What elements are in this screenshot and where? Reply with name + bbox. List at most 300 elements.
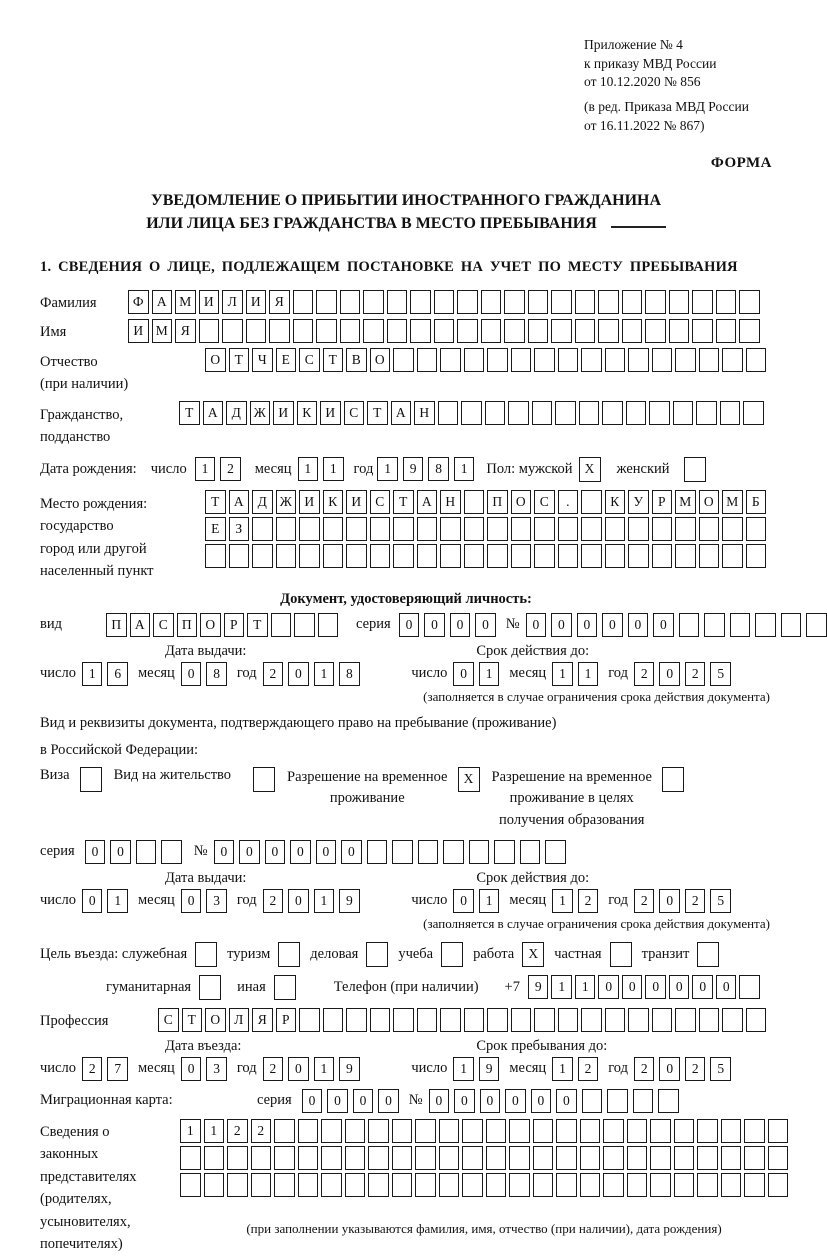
char-box[interactable]: 0 (353, 1089, 374, 1113)
char-box[interactable] (582, 1089, 603, 1113)
char-box[interactable]: Ф (128, 290, 149, 314)
char-box[interactable]: 0 (181, 662, 202, 686)
char-box[interactable]: И (273, 401, 294, 425)
char-box[interactable]: 1 (323, 457, 344, 481)
char-box[interactable] (299, 1008, 320, 1032)
char-box[interactable] (363, 290, 384, 314)
char-box[interactable]: И (346, 490, 367, 514)
char-box[interactable] (511, 544, 532, 568)
char-box[interactable]: 0 (475, 613, 496, 637)
char-box[interactable]: С (299, 348, 320, 372)
char-box[interactable]: 0 (288, 1057, 309, 1081)
char-box[interactable]: Т (367, 401, 388, 425)
char-box[interactable] (199, 319, 220, 343)
char-box[interactable] (434, 319, 455, 343)
char-box[interactable]: 1 (314, 1057, 335, 1081)
char-box[interactable] (321, 1146, 342, 1170)
char-box[interactable]: 0 (505, 1089, 526, 1113)
char-box[interactable]: 7 (107, 1057, 128, 1081)
char-box[interactable] (393, 1008, 414, 1032)
char-box[interactable] (602, 401, 623, 425)
char-box[interactable] (558, 348, 579, 372)
char-box[interactable]: Т (229, 348, 250, 372)
char-box[interactable] (528, 290, 549, 314)
char-box[interactable]: 1 (180, 1119, 201, 1143)
char-box[interactable]: П (106, 613, 127, 637)
char-box[interactable] (464, 1008, 485, 1032)
char-box[interactable]: К (605, 490, 626, 514)
char-box[interactable]: 0 (480, 1089, 501, 1113)
char-box[interactable] (645, 290, 666, 314)
purpose-private-checkbox[interactable] (610, 942, 632, 967)
char-box[interactable]: И (199, 290, 220, 314)
char-box[interactable]: 9 (479, 1057, 500, 1081)
char-box[interactable] (650, 1119, 671, 1143)
char-box[interactable] (730, 613, 751, 637)
char-box[interactable]: 1 (552, 662, 573, 686)
char-box[interactable] (486, 1119, 507, 1143)
char-box[interactable]: 0 (602, 613, 623, 637)
char-box[interactable] (415, 1119, 436, 1143)
char-box[interactable] (605, 544, 626, 568)
char-box[interactable] (481, 319, 502, 343)
char-box[interactable]: 0 (327, 1089, 348, 1113)
char-box[interactable] (417, 544, 438, 568)
char-box[interactable] (605, 1008, 626, 1032)
char-box[interactable] (607, 1089, 628, 1113)
char-box[interactable] (509, 1173, 530, 1197)
char-box[interactable] (545, 840, 566, 864)
char-box[interactable]: 2 (263, 662, 284, 686)
char-box[interactable]: М (152, 319, 173, 343)
char-box[interactable] (628, 517, 649, 541)
char-box[interactable] (487, 517, 508, 541)
char-box[interactable]: И (299, 490, 320, 514)
char-box[interactable] (229, 544, 250, 568)
char-box[interactable]: 0 (692, 975, 713, 999)
char-box[interactable]: П (487, 490, 508, 514)
char-box[interactable] (318, 613, 339, 637)
char-box[interactable] (532, 401, 553, 425)
char-box[interactable] (252, 544, 273, 568)
char-box[interactable]: 0 (628, 613, 649, 637)
char-box[interactable] (462, 1146, 483, 1170)
char-box[interactable]: 0 (577, 613, 598, 637)
char-box[interactable] (299, 517, 320, 541)
char-box[interactable]: 9 (403, 457, 424, 481)
char-box[interactable] (321, 1173, 342, 1197)
char-box[interactable] (251, 1146, 272, 1170)
char-box[interactable]: Д (226, 401, 247, 425)
char-box[interactable] (161, 840, 182, 864)
char-box[interactable] (415, 1146, 436, 1170)
char-box[interactable]: И (246, 290, 267, 314)
char-box[interactable] (605, 517, 626, 541)
char-box[interactable]: Т (323, 348, 344, 372)
char-box[interactable] (370, 1008, 391, 1032)
char-box[interactable] (511, 348, 532, 372)
char-box[interactable] (462, 1119, 483, 1143)
char-box[interactable] (246, 319, 267, 343)
char-box[interactable]: 0 (454, 1089, 475, 1113)
char-box[interactable]: Ж (276, 490, 297, 514)
char-box[interactable] (628, 1008, 649, 1032)
char-box[interactable] (581, 517, 602, 541)
char-box[interactable]: С (153, 613, 174, 637)
char-box[interactable]: О (205, 348, 226, 372)
char-box[interactable] (627, 1146, 648, 1170)
char-box[interactable] (673, 401, 694, 425)
char-box[interactable]: 1 (377, 457, 398, 481)
char-box[interactable] (511, 1008, 532, 1032)
char-box[interactable]: С (370, 490, 391, 514)
char-box[interactable] (417, 517, 438, 541)
char-box[interactable] (271, 613, 292, 637)
char-box[interactable] (650, 1173, 671, 1197)
char-box[interactable] (722, 348, 743, 372)
char-box[interactable]: 6 (107, 662, 128, 686)
char-box[interactable] (806, 613, 827, 637)
char-box[interactable] (652, 517, 673, 541)
char-box[interactable] (744, 1173, 765, 1197)
char-box[interactable] (721, 1146, 742, 1170)
char-box[interactable] (622, 290, 643, 314)
char-box[interactable]: А (391, 401, 412, 425)
char-box[interactable]: . (558, 490, 579, 514)
purpose-transit-checkbox[interactable] (697, 942, 719, 967)
char-box[interactable]: 2 (634, 1057, 655, 1081)
char-box[interactable] (345, 1173, 366, 1197)
char-box[interactable]: 0 (598, 975, 619, 999)
char-box[interactable]: 1 (479, 662, 500, 686)
char-box[interactable]: 1 (578, 662, 599, 686)
char-box[interactable] (692, 319, 713, 343)
char-box[interactable] (675, 1008, 696, 1032)
char-box[interactable] (675, 348, 696, 372)
char-box[interactable] (464, 517, 485, 541)
char-box[interactable] (367, 840, 388, 864)
char-box[interactable]: Л (222, 290, 243, 314)
char-box[interactable]: 2 (578, 1057, 599, 1081)
char-box[interactable] (674, 1146, 695, 1170)
female-checkbox[interactable] (684, 457, 706, 482)
char-box[interactable] (509, 1146, 530, 1170)
char-box[interactable]: 0 (181, 1057, 202, 1081)
char-box[interactable]: 0 (659, 1057, 680, 1081)
char-box[interactable] (392, 1173, 413, 1197)
char-box[interactable]: О (511, 490, 532, 514)
char-box[interactable]: А (152, 290, 173, 314)
char-box[interactable]: 2 (220, 457, 241, 481)
temp-residence-checkbox[interactable]: X (458, 767, 480, 792)
char-box[interactable] (205, 544, 226, 568)
char-box[interactable]: 0 (659, 662, 680, 686)
char-box[interactable] (534, 517, 555, 541)
char-box[interactable]: 0 (378, 1089, 399, 1113)
char-box[interactable]: А (203, 401, 224, 425)
char-box[interactable] (298, 1146, 319, 1170)
char-box[interactable] (652, 1008, 673, 1032)
char-box[interactable]: Т (182, 1008, 203, 1032)
char-box[interactable] (274, 1119, 295, 1143)
char-box[interactable]: 2 (227, 1119, 248, 1143)
char-box[interactable]: 1 (552, 1057, 573, 1081)
char-box[interactable] (340, 319, 361, 343)
char-box[interactable] (739, 290, 760, 314)
char-box[interactable]: Р (276, 1008, 297, 1032)
char-box[interactable] (674, 1119, 695, 1143)
char-box[interactable] (274, 1173, 295, 1197)
char-box[interactable] (603, 1146, 624, 1170)
char-box[interactable] (368, 1146, 389, 1170)
char-box[interactable] (276, 517, 297, 541)
char-box[interactable] (716, 319, 737, 343)
char-box[interactable]: 0 (716, 975, 737, 999)
char-box[interactable] (392, 1119, 413, 1143)
char-box[interactable] (534, 348, 555, 372)
char-box[interactable] (739, 319, 760, 343)
char-box[interactable]: 9 (339, 1057, 360, 1081)
char-box[interactable] (633, 1089, 654, 1113)
char-box[interactable]: 0 (531, 1089, 552, 1113)
char-box[interactable]: 1 (479, 889, 500, 913)
char-box[interactable]: Т (205, 490, 226, 514)
char-box[interactable]: 0 (302, 1089, 323, 1113)
char-box[interactable] (534, 544, 555, 568)
char-box[interactable]: М (175, 290, 196, 314)
char-box[interactable]: У (628, 490, 649, 514)
char-box[interactable]: А (130, 613, 151, 637)
char-box[interactable]: 3 (206, 889, 227, 913)
char-box[interactable] (575, 290, 596, 314)
char-box[interactable] (415, 1173, 436, 1197)
char-box[interactable] (251, 1173, 272, 1197)
char-box[interactable] (628, 544, 649, 568)
char-box[interactable]: 2 (685, 1057, 706, 1081)
char-box[interactable] (299, 544, 320, 568)
char-box[interactable]: 2 (685, 889, 706, 913)
char-box[interactable] (464, 544, 485, 568)
char-box[interactable] (457, 319, 478, 343)
char-box[interactable] (298, 1173, 319, 1197)
char-box[interactable] (555, 401, 576, 425)
char-box[interactable] (252, 517, 273, 541)
char-box[interactable]: 2 (634, 889, 655, 913)
char-box[interactable]: Р (224, 613, 245, 637)
male-checkbox[interactable]: X (579, 457, 601, 482)
char-box[interactable] (439, 1146, 460, 1170)
char-box[interactable]: 1 (575, 975, 596, 999)
char-box[interactable] (627, 1173, 648, 1197)
purpose-work-checkbox[interactable]: X (522, 942, 544, 967)
char-box[interactable]: 0 (526, 613, 547, 637)
char-box[interactable] (721, 1119, 742, 1143)
char-box[interactable] (697, 1119, 718, 1143)
char-box[interactable] (443, 840, 464, 864)
char-box[interactable]: С (344, 401, 365, 425)
char-box[interactable] (533, 1146, 554, 1170)
char-box[interactable] (652, 544, 673, 568)
char-box[interactable] (370, 544, 391, 568)
char-box[interactable]: 0 (239, 840, 260, 864)
char-box[interactable] (746, 544, 767, 568)
char-box[interactable] (392, 1146, 413, 1170)
char-box[interactable]: З (229, 517, 250, 541)
char-box[interactable]: П (177, 613, 198, 637)
char-box[interactable] (222, 319, 243, 343)
char-box[interactable]: 0 (551, 613, 572, 637)
char-box[interactable]: И (320, 401, 341, 425)
char-box[interactable]: 0 (659, 889, 680, 913)
char-box[interactable] (575, 319, 596, 343)
char-box[interactable]: 0 (288, 889, 309, 913)
char-box[interactable]: 0 (399, 613, 420, 637)
char-box[interactable] (204, 1173, 225, 1197)
char-box[interactable]: Ч (252, 348, 273, 372)
char-box[interactable] (410, 319, 431, 343)
char-box[interactable] (603, 1119, 624, 1143)
char-box[interactable] (511, 517, 532, 541)
char-box[interactable] (716, 290, 737, 314)
char-box[interactable] (605, 348, 626, 372)
char-box[interactable] (722, 544, 743, 568)
char-box[interactable] (345, 1119, 366, 1143)
char-box[interactable]: 3 (206, 1057, 227, 1081)
char-box[interactable]: Т (247, 613, 268, 637)
visa-checkbox[interactable] (80, 767, 102, 792)
char-box[interactable]: М (722, 490, 743, 514)
char-box[interactable] (626, 401, 647, 425)
char-box[interactable] (675, 517, 696, 541)
char-box[interactable] (580, 1146, 601, 1170)
char-box[interactable] (699, 517, 720, 541)
purpose-official-checkbox[interactable] (195, 942, 217, 967)
char-box[interactable] (410, 290, 431, 314)
char-box[interactable]: А (417, 490, 438, 514)
char-box[interactable]: 1 (314, 662, 335, 686)
char-box[interactable] (440, 517, 461, 541)
char-box[interactable] (558, 1008, 579, 1032)
char-box[interactable] (669, 319, 690, 343)
char-box[interactable]: 0 (429, 1089, 450, 1113)
char-box[interactable] (556, 1146, 577, 1170)
char-box[interactable] (603, 1173, 624, 1197)
temp-residence-edu-checkbox[interactable] (662, 767, 684, 792)
char-box[interactable] (722, 1008, 743, 1032)
char-box[interactable]: 0 (82, 889, 103, 913)
char-box[interactable] (551, 319, 572, 343)
char-box[interactable]: 1 (195, 457, 216, 481)
char-box[interactable] (494, 840, 515, 864)
char-box[interactable]: О (205, 1008, 226, 1032)
char-box[interactable] (440, 544, 461, 568)
char-box[interactable]: Н (440, 490, 461, 514)
char-box[interactable]: 2 (263, 1057, 284, 1081)
char-box[interactable] (316, 319, 337, 343)
char-box[interactable] (720, 401, 741, 425)
char-box[interactable] (387, 319, 408, 343)
char-box[interactable]: А (229, 490, 250, 514)
char-box[interactable]: 5 (710, 662, 731, 686)
char-box[interactable]: 1 (82, 662, 103, 686)
purpose-business-checkbox[interactable] (366, 942, 388, 967)
char-box[interactable] (486, 1173, 507, 1197)
char-box[interactable]: Т (179, 401, 200, 425)
char-box[interactable] (438, 401, 459, 425)
char-box[interactable]: 0 (85, 840, 106, 864)
char-box[interactable] (746, 517, 767, 541)
char-box[interactable] (674, 1173, 695, 1197)
char-box[interactable]: Я (252, 1008, 273, 1032)
char-box[interactable]: 2 (251, 1119, 272, 1143)
char-box[interactable] (269, 319, 290, 343)
char-box[interactable] (768, 1173, 789, 1197)
char-box[interactable]: 5 (710, 889, 731, 913)
char-box[interactable] (528, 319, 549, 343)
char-box[interactable] (699, 348, 720, 372)
char-box[interactable] (461, 401, 482, 425)
char-box[interactable] (204, 1146, 225, 1170)
char-box[interactable]: К (323, 490, 344, 514)
char-box[interactable]: 0 (214, 840, 235, 864)
char-box[interactable]: Е (276, 348, 297, 372)
char-box[interactable] (464, 348, 485, 372)
char-box[interactable]: 0 (622, 975, 643, 999)
char-box[interactable]: 0 (424, 613, 445, 637)
char-box[interactable] (346, 1008, 367, 1032)
char-box[interactable] (580, 1119, 601, 1143)
char-box[interactable] (652, 348, 673, 372)
char-box[interactable]: М (675, 490, 696, 514)
purpose-study-checkbox[interactable] (441, 942, 463, 967)
char-box[interactable] (504, 290, 525, 314)
char-box[interactable] (439, 1173, 460, 1197)
char-box[interactable] (440, 348, 461, 372)
char-box[interactable]: 2 (263, 889, 284, 913)
char-box[interactable] (417, 1008, 438, 1032)
char-box[interactable]: 0 (110, 840, 131, 864)
char-box[interactable]: 1 (314, 889, 335, 913)
char-box[interactable] (649, 401, 670, 425)
char-box[interactable]: 0 (645, 975, 666, 999)
char-box[interactable] (551, 290, 572, 314)
char-box[interactable] (746, 348, 767, 372)
char-box[interactable] (598, 319, 619, 343)
char-box[interactable]: 0 (316, 840, 337, 864)
char-box[interactable] (533, 1119, 554, 1143)
char-box[interactable] (508, 401, 529, 425)
char-box[interactable] (293, 319, 314, 343)
char-box[interactable] (180, 1146, 201, 1170)
char-box[interactable] (534, 1008, 555, 1032)
char-box[interactable] (556, 1119, 577, 1143)
char-box[interactable] (558, 544, 579, 568)
char-box[interactable]: Е (205, 517, 226, 541)
char-box[interactable] (658, 1089, 679, 1113)
char-box[interactable] (520, 840, 541, 864)
char-box[interactable] (392, 840, 413, 864)
char-box[interactable]: О (370, 348, 391, 372)
char-box[interactable] (485, 401, 506, 425)
char-box[interactable] (293, 290, 314, 314)
char-box[interactable] (276, 544, 297, 568)
char-box[interactable] (321, 1119, 342, 1143)
char-box[interactable]: 0 (556, 1089, 577, 1113)
char-box[interactable]: О (699, 490, 720, 514)
purpose-tourism-checkbox[interactable] (278, 942, 300, 967)
char-box[interactable]: 1 (298, 457, 319, 481)
char-box[interactable] (675, 544, 696, 568)
